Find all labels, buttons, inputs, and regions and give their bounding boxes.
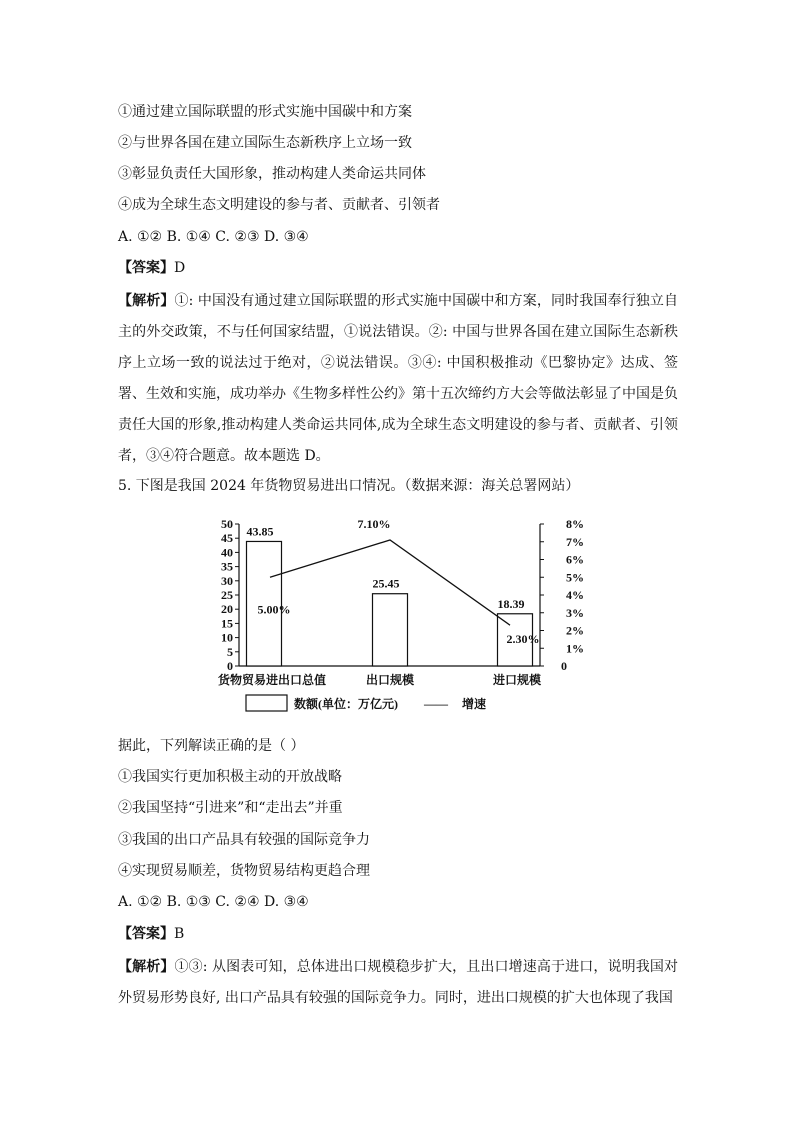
growth-label: 7.10% — [357, 516, 391, 531]
right-tick-label: 0 — [561, 659, 567, 673]
q5-option-4: ④实现贸易顺差，货物贸易结构更趋合理 — [118, 863, 370, 879]
left-tick-label: 5 — [227, 644, 233, 659]
analysis-label: 【解析】 — [118, 293, 175, 309]
legend-bar-label: 数额(单位：万亿元) — [294, 697, 398, 711]
q4-option-1: ①通过建立国际联盟的形式实施中国碳中和方案 — [118, 104, 412, 120]
left-tick-label: 25 — [221, 588, 233, 602]
growth-label: 5.00% — [257, 602, 291, 617]
analysis-text: ①③: 从图表可知，总体进出口规模稳步扩大，且出口增速高于进口，说明我国对外贸易形势良好, 出口产品具有较强的国际竞争力。同时，进出口规模的扩大也体现了我国 — [118, 959, 678, 1006]
x-category-label: 货物贸易进出口总值 — [217, 673, 327, 687]
left-tick-label: 35 — [221, 559, 233, 574]
left-tick-label: 0 — [227, 659, 233, 673]
q5-option-3: ③我国的出口产品具有较强的国际竞争力 — [118, 832, 370, 848]
right-tick-label: 2% — [566, 623, 584, 638]
left-tick-label: 45 — [221, 531, 233, 546]
answer-value: D — [174, 260, 186, 276]
right-tick-label: 5% — [566, 570, 584, 585]
analysis-text: ①: 中国没有通过建立国际联盟的形式实施中国碳中和方案，同时我国奉行独立自主的外交政策，不与任何国家结盟，①说法错误。②: 中国与世界各国在建立国际生态新秩序上立场一致的说法过于绝对，②说法错误。③④: 中国积极推动《巴黎协定》达成、签署、生效和实施，成功举办《生物多样性公约》第十五次缔约方大会等做法彰显了中国是负责任大国的形象,推动构建人类命运共同体,成为全球生态文明建设的参与者、贡献者、引领者，③④符合题意。故本题选 D。 — [118, 293, 678, 464]
q5-prompt: 据此，下列解读正确的是（ ） — [118, 738, 305, 754]
q5-choices: A. ①② B. ①③ C. ②④ D. ③④ — [118, 894, 309, 910]
q4-analysis — [118, 286, 678, 472]
q4-option-2: ②与世界各国在建立国际生态新秩序上立场一致 — [118, 135, 412, 151]
q5-option-2: ②我国坚持“引进来”和“走出去”并重 — [118, 800, 343, 816]
right-tick-label: 3% — [566, 605, 584, 620]
right-tick-label: 6% — [566, 552, 584, 567]
q5-option-1: ①我国实行更加积极主动的开放战略 — [118, 769, 342, 785]
growth-label: 2.30% — [506, 632, 540, 647]
q5-answer — [118, 924, 184, 944]
x-category-label: 出口规模 — [365, 673, 415, 687]
answer-value: B — [174, 926, 185, 942]
q5-stem: 5. 下图是我国 2024 年货物贸易进出口情况。（数据来源：海关总署网站） — [118, 478, 580, 494]
trade-chart — [200, 512, 600, 717]
legend-line-label: 增速 — [462, 697, 487, 711]
left-tick-label: 20 — [221, 602, 233, 617]
legend-bar-swatch — [246, 695, 287, 711]
bar-value-label: 18.39 — [497, 596, 525, 611]
left-tick-label: 50 — [221, 517, 233, 531]
bar — [373, 594, 408, 666]
answer-label: 【答案】 — [118, 260, 174, 276]
legend-line-symbol: —— — [424, 697, 448, 711]
q4-choices: A. ①② B. ①④ C. ②③ D. ③④ — [118, 229, 309, 245]
right-tick-label: 1% — [566, 641, 584, 656]
left-tick-label: 10 — [221, 630, 233, 645]
right-tick-label: 8% — [566, 517, 584, 531]
left-tick-label: 40 — [221, 545, 233, 560]
bar-value-label: 43.85 — [246, 524, 274, 539]
left-tick-label: 30 — [221, 573, 233, 588]
left-tick-label: 15 — [221, 616, 233, 631]
right-tick-label: 4% — [566, 588, 584, 602]
analysis-label: 【解析】 — [118, 959, 175, 975]
bar-value-label: 25.45 — [372, 576, 400, 591]
q4-answer — [118, 258, 185, 278]
x-category-label: 进口规模 — [492, 673, 542, 687]
q4-option-3: ③彰显负责任大国形象，推动构建人类命运共同体 — [118, 166, 426, 182]
right-tick-label: 7% — [566, 534, 584, 549]
q5-analysis — [118, 952, 678, 1014]
q4-option-4: ④成为全球生态文明建设的参与者、贡献者、引领者 — [118, 197, 440, 213]
answer-label: 【答案】 — [118, 926, 174, 942]
